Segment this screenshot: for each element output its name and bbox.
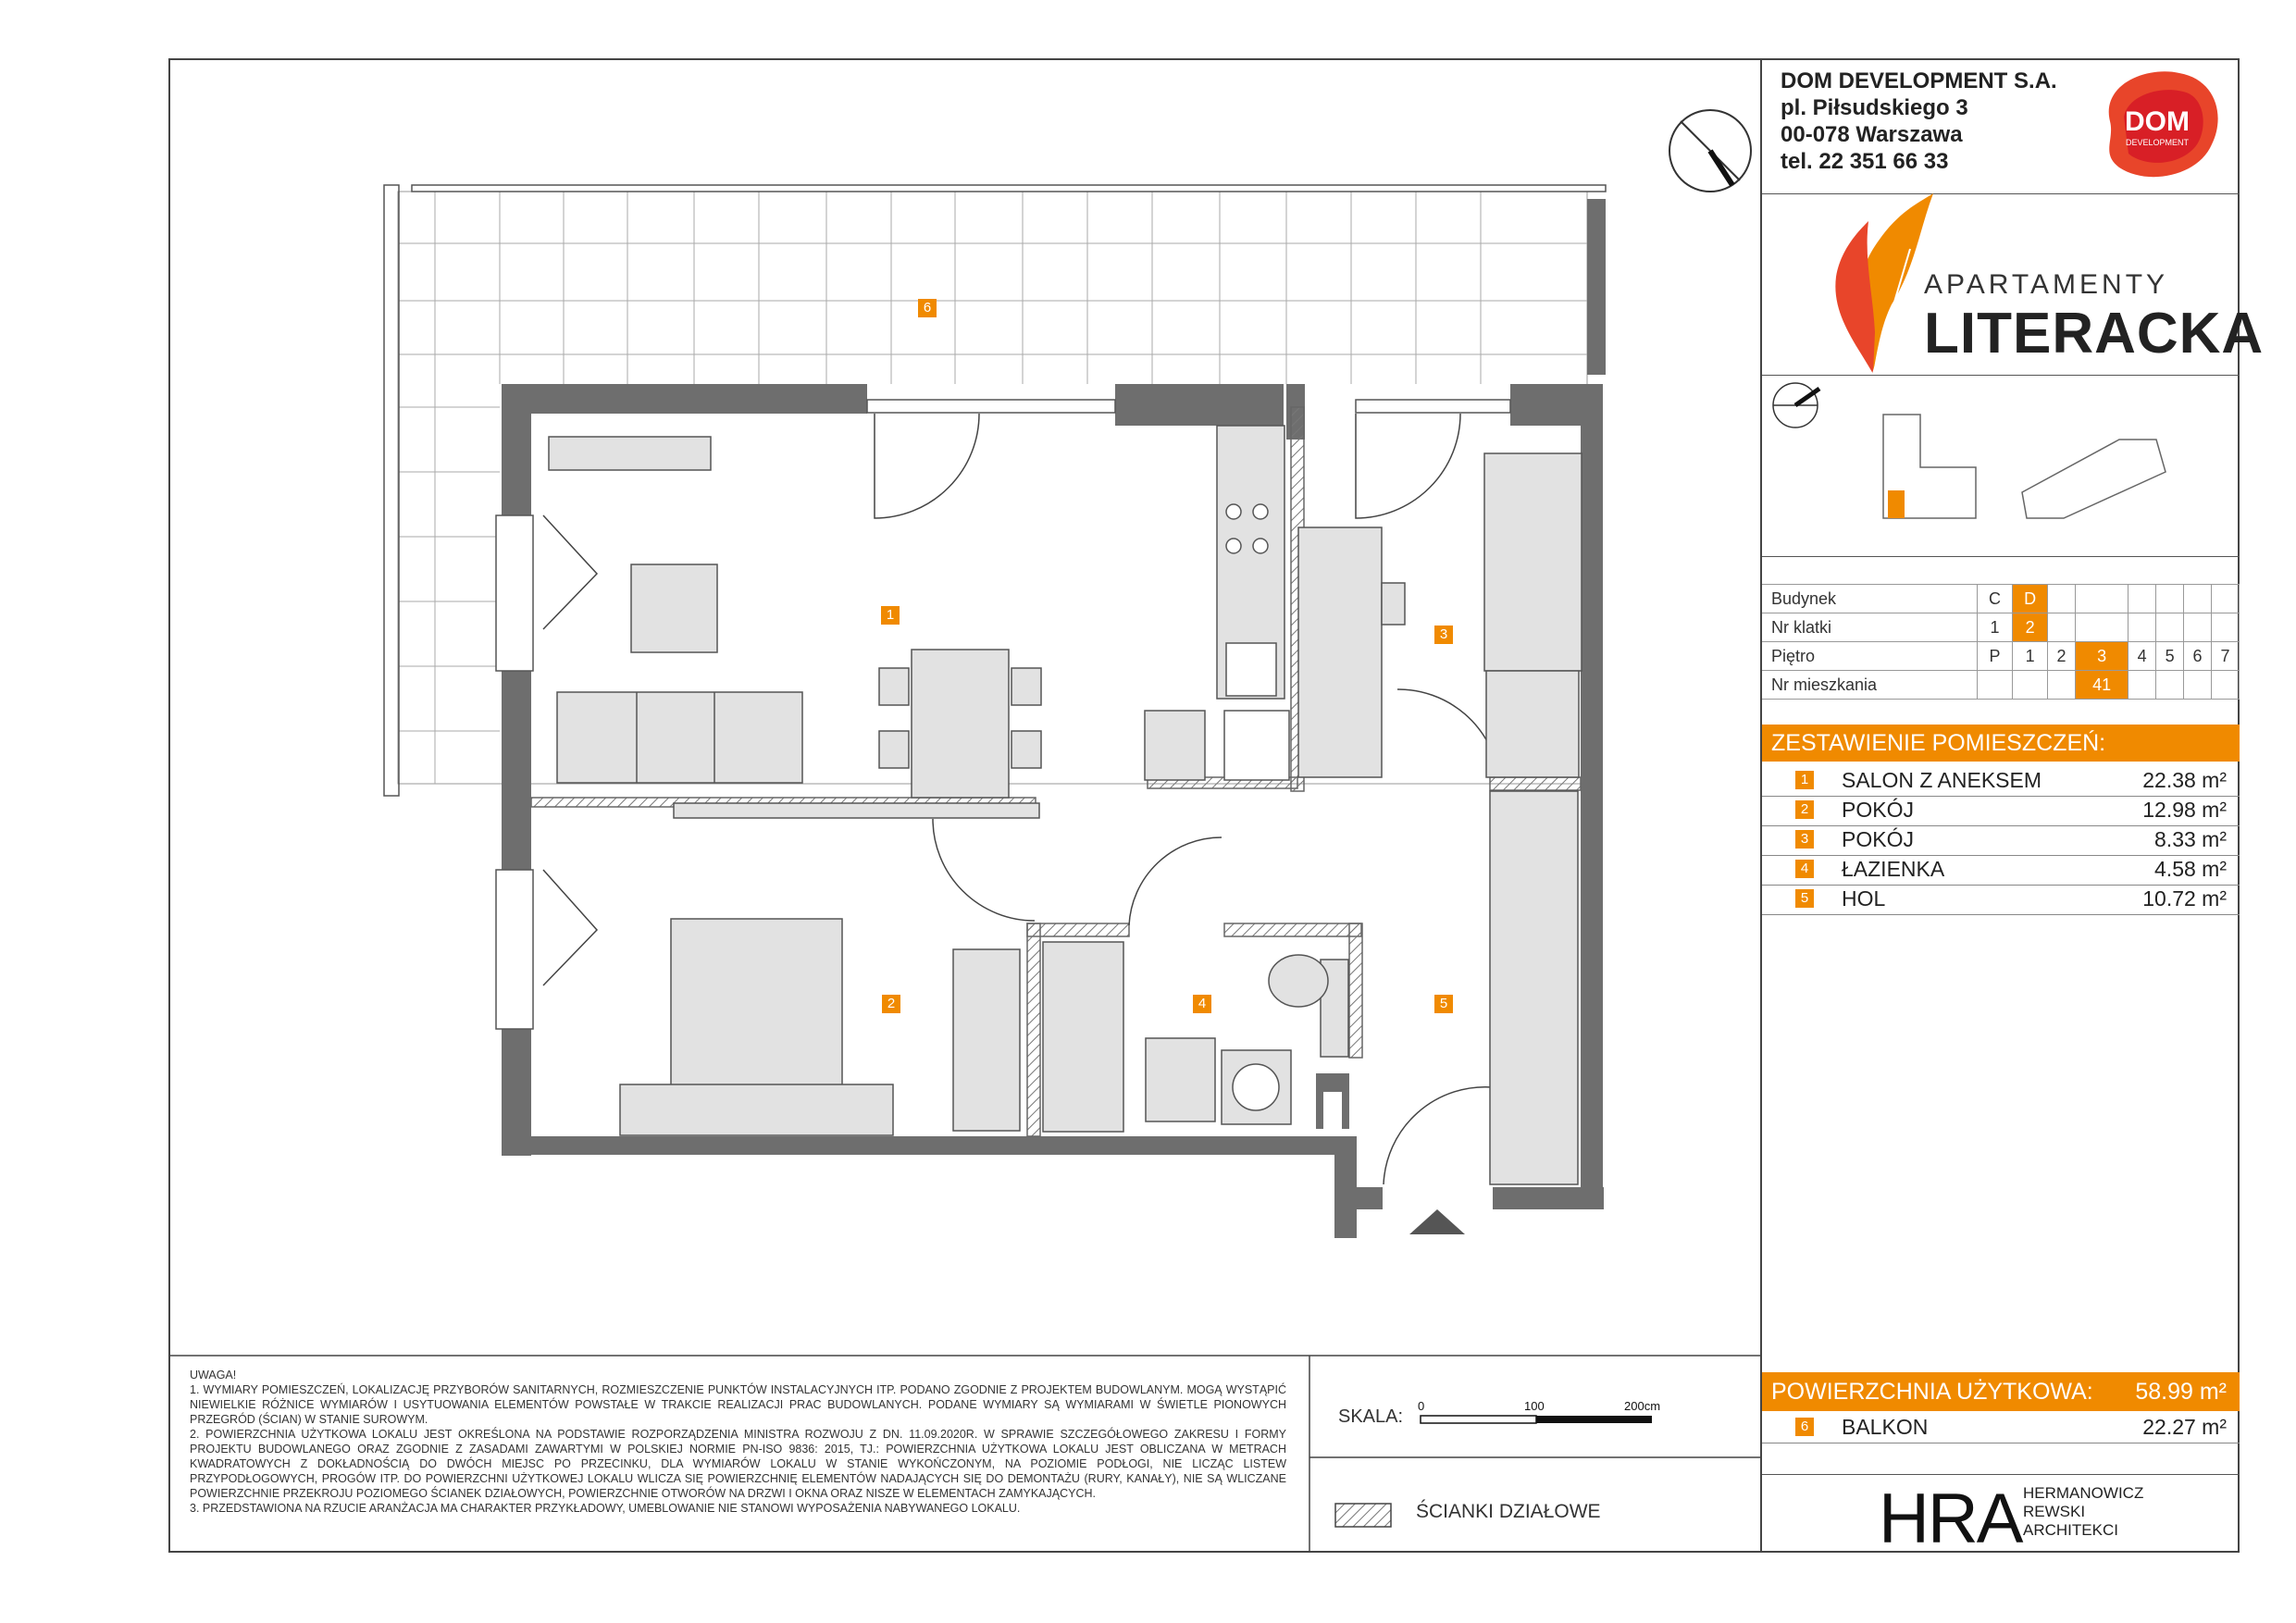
scale-tick-0: 0 (1418, 1399, 1425, 1413)
info-cell: 3 (2076, 642, 2128, 671)
info-row (1762, 642, 2240, 671)
company-info (1781, 68, 2057, 175)
room-row: 4 ŁAZIENKA 4.58 m² (1762, 855, 2240, 886)
info-panel (1760, 58, 2265, 1553)
plan-tag-1: 1 (881, 606, 900, 625)
info-row (1762, 585, 2240, 613)
room-row: 1 SALON Z ANEKSEM 22.38 m² (1762, 766, 2240, 797)
note-3: 3. PRZEDSTAWIONA NA RZUCIE ARANŻACJA MA CHARAKTER PRZYKŁADOWY, UMEBLOWANIE NIE STANOWI WYPOSAŻENIA NABYWANEGO LOKALU. (190, 1502, 1021, 1515)
info-cell: 7 (2212, 642, 2240, 671)
info-cell (2128, 671, 2156, 700)
scale-label: SKALA: (1338, 1406, 1404, 1427)
room-row: 5 HOL 10.72 m² (1762, 885, 2240, 915)
info-row (1762, 613, 2240, 642)
info-cell: 1 (1978, 613, 2013, 642)
company-address-1: pl. Piłsudskiego 3 (1781, 95, 1968, 120)
room-row: 2 POKÓJ 12.98 m² (1762, 796, 2240, 826)
brand-line-2: LITERACKA (1924, 302, 2265, 365)
info-cell: 4 (2128, 642, 2156, 671)
total-area-bar (1762, 1372, 2240, 1411)
total-area-value: 58.99 m² (2135, 1379, 2227, 1405)
company-phone: tel. 22 351 66 33 (1781, 149, 1949, 174)
scale-tick-100: 100 (1524, 1399, 1545, 1413)
plan-tag-3: 3 (1434, 626, 1453, 644)
info-cell: C (1978, 585, 2013, 613)
notes-title: UWAGA! (190, 1369, 237, 1381)
notes (190, 1368, 1286, 1516)
apartamenty-literacka-logo (1781, 193, 2265, 378)
info-cell (2048, 585, 2076, 613)
info-cell (2184, 613, 2212, 642)
info-row-label: Budynek (1762, 585, 1978, 613)
legend-label: ŚCIANKI DZIAŁOWE (1416, 1501, 1601, 1522)
plan-tag-6: 6 (918, 299, 937, 317)
info-cell (2184, 585, 2212, 613)
svg-text:DEVELOPMENT: DEVELOPMENT (2125, 138, 2190, 147)
info-cell (2212, 613, 2240, 642)
brand-line-1: APARTAMENTY (1924, 269, 2169, 300)
info-cell: 5 (2156, 642, 2184, 671)
info-row-label: Nr klatki (1762, 613, 1978, 642)
info-cell (1978, 671, 2013, 700)
plan-tag-2: 2 (882, 995, 900, 1013)
info-cell: 2 (2013, 613, 2048, 642)
note-1: 1. WYMIARY POMIESZCZEŃ, LOKALIZACJĘ PRZYBORÓW SANITARNYCH, ROZMIESZCZENIE PUNKTÓW INSTALACYJNYCH ITP. PODANO ZGODNIE Z PROJEKTEM BUDOWLANYM. MOGĄ WYSTĄPIĆ NIEWIELKIE RÓŻNICE WYMIARÓW I USYTUOWANIA ELEMENTÓW POWSTAŁE W TRAKCIE REALIZACJI PRAC BUDOWLANYCH. PODANE WYMIARY SĄ WYMIARAMI W ŚWIETLE PIONOWYCH PRZEGRÓD (ŚCIAN) W STANIE SUROWYM. (190, 1383, 1286, 1426)
info-cell (2048, 613, 2076, 642)
compass-icon (1669, 110, 1751, 192)
info-cell: D (2013, 585, 2048, 613)
rooms-header: ZESTAWIENIE POMIESZCZEŃ: (1762, 725, 2240, 762)
info-cell: 41 (2076, 671, 2128, 700)
dom-development-logo (2091, 66, 2223, 186)
room-row: 3 POKÓJ 8.33 m² (1762, 825, 2240, 856)
info-cell (2076, 613, 2128, 642)
info-cell: 1 (2013, 642, 2048, 671)
info-cell (2128, 585, 2156, 613)
info-cell (2076, 585, 2128, 613)
plan-tag-5: 5 (1434, 995, 1453, 1013)
info-cell (2212, 585, 2240, 613)
total-area-label: POWIERZCHNIA UŻYTKOWA: (1771, 1379, 2093, 1405)
info-cell: 6 (2184, 642, 2212, 671)
info-cell (2184, 671, 2212, 700)
scale-tick-200: 200cm (1624, 1399, 1661, 1413)
company-name: DOM DEVELOPMENT S.A. (1781, 68, 2057, 93)
info-row-label: Nr mieszkania (1762, 671, 1978, 700)
info-cell (2156, 671, 2184, 700)
info-row-label: Piętro (1762, 642, 1978, 671)
balcony-row: 6 BALKON 22.27 m² (1762, 1413, 2240, 1443)
architect-name: HERMANOWICZ REWSKI ARCHITEKCI (2023, 1484, 2144, 1539)
info-cell: P (1978, 642, 2013, 671)
svg-text:DOM: DOM (2125, 106, 2190, 137)
note-2: 2. POWIERZCHNIA UŻYTKOWA LOKALU JEST OKREŚLONA NA PODSTAWIE ROZPORZĄDZENIA MINISTRA ROZWOJU Z DN. 11.09.2020R. W SPRAWIE SZCZEGÓŁOWEGO ZAKRESU I FORMY PROJEKTU BUDOWLANEGO ORAZ ZGODNIE Z ZASADAMI ZAWARTYMI W POLSKIEJ NORMIE PN-ISO 9836: 2015, TJ.: POWIERZCHNIA UŻYTKOWA LOKALU JEST OBLICZANA W METRACH KWADRATOWYCH Z DOKŁADNOŚCIĄ DO DWÓCH MIEJSC PO PRZECINKU, DLA WYMIARÓW LOKALU W STANIE WYKOŃCZONYM, NA POZIOMIE PODŁOGI, NIE LICZĄC LISTEW PRZYPODŁOGOWYCH, PROGÓW ITP. DO POWIERZCHNI UŻYTKOWEJ LOKALU WLICZA SIĘ POWIERZCHNIĘ ELEMENTÓW NADAJĄCYCH SIĘ DO DEMONTAŻU (RURY, KANAŁY), NIE SĄ WLICZANE POWIERZCHNIE PRZEKROJU POZIOMEGO ŚCIANEK DZIAŁOWYCH, POWIERZCHNIE OTWORÓW NA DRZWI I OKNA ORAZ NISZE W ELEMENTACH ZAMYKAJĄCYCH. (190, 1428, 1286, 1500)
info-cell (2212, 671, 2240, 700)
info-cell: 2 (2048, 642, 2076, 671)
scale-bar (1421, 1416, 1652, 1423)
info-cell (2013, 671, 2048, 700)
info-cell (2128, 613, 2156, 642)
plan-tag-4: 4 (1193, 995, 1211, 1013)
unit-info-table (1762, 584, 2240, 700)
company-address-2: 00-078 Warszawa (1781, 122, 1963, 147)
info-cell (2156, 585, 2184, 613)
info-row (1762, 671, 2240, 700)
legend-swatch (1335, 1504, 1391, 1527)
architect-mark: HRA (1879, 1480, 2022, 1558)
info-cell (2048, 671, 2076, 700)
entrance-marker (1409, 1209, 1465, 1234)
info-cell (2156, 613, 2184, 642)
